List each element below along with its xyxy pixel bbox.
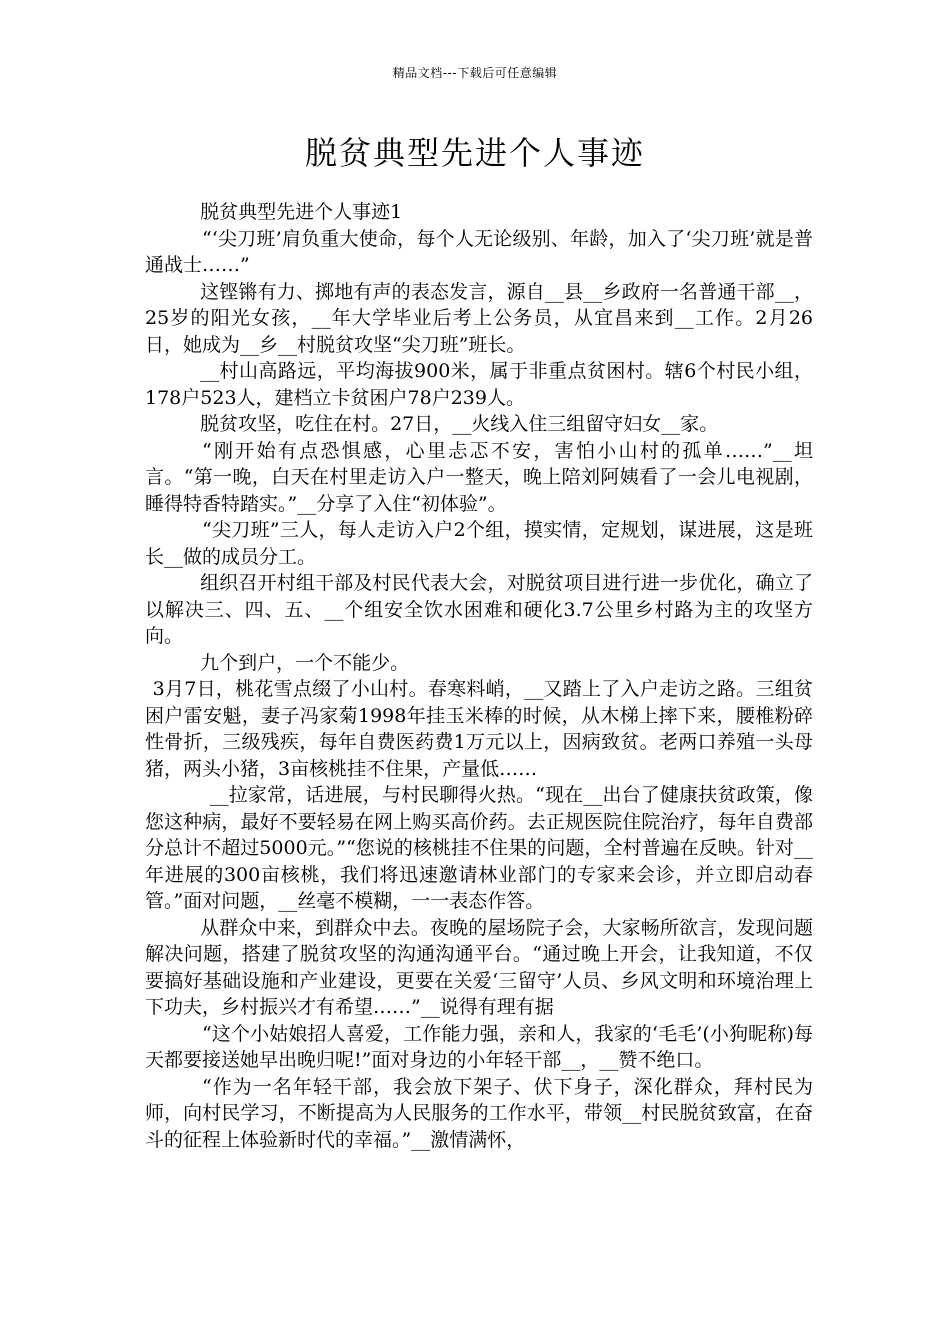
paragraph: __村山高路远，平均海拔900米，属于非重点贫困村。辖6个村民小组，178户523人，建档立卡贫困户78户239人。 (145, 360, 813, 409)
paragraph: 这铿锵有力、掷地有声的表态发言，源自__县__乡政府一名普通干部__，25岁的阳光女孩，__年大学毕业后考上公务员，从宜昌来到__工作。2月26日，她成为__乡__村脱贫攻坚“尖刀班”班长。 (145, 280, 813, 356)
paragraph: 脱贫攻坚，吃住在村。27日，__火线入住三组留守妇女__家。 (200, 413, 719, 435)
paragraph: “尖刀班”三人，每人走访入户2个组，摸实情，定规划，谋进展，这是班长__做的成员分工。 (145, 519, 813, 568)
paragraph: 九个到户，一个不能少。 (200, 651, 410, 674)
page-header: 精品文档---下载后可任意编辑 (392, 66, 558, 80)
paragraph: 从群众中来，到群众中去。夜晚的屋场院子会，大家畅所欲言，发现问题解决问题，搭建了脱贫攻坚的沟通沟通平台。“通过晚上开会，让我知道，不仅要搞好基础设施和产业建设，更要在关爱‘三留守’人员、乡风文明和环境治理上下功夫，乡村振兴才有希望……”__说得有理有据 (145, 916, 813, 1018)
document-body (145, 199, 813, 1153)
paragraph: “‘尖刀班’肩负重大使命，每个人无论级别、年龄，加入了‘尖刀班’就是普通战士……” (145, 227, 813, 276)
paragraph: “这个小姑娘招人喜爱，工作能力强，亲和人，我家的‘毛毛’(小狗昵称)每天都要接送她早出晚归呢!”面对身边的小年轻干部__，__赞不绝口。 (145, 1022, 813, 1071)
paragraph-subtitle: 脱贫典型先进个人事迹1 (200, 201, 403, 223)
paragraph: “刚开始有点恐惧感，心里忐忑不安，害怕小山村的孤单……”__坦言。“第一晚，白天在村里走访入户一整天，晚上陪刘阿姨看了一会儿电视剧，睡得特香特踏实。”__分享了入住“初体验”。 (145, 439, 813, 515)
paragraph: __拉家常，话进展，与村民聊得火热。“现在__出台了健康扶贫政策，像您这种病，最好不要轻易在网上购买高价药。去正规医院住院治疗，每年自费部分总计不超过5000元。”“您说的核桃挂不住果的问题，全村普遍在反映。针对__年进展的300亩核桃，我们将迅速邀请林业部门的专家来会诊，并立即启动春管。”面对问题，__丝毫不模糊，一一表态作答。 (145, 784, 813, 912)
paragraph: 组织召开村组干部及村民代表大会，对脱贫项目进行进一步优化，确立了以解决三、四、五、__个组安全饮水困难和硬化3.7公里乡村路为主的攻坚方向。 (145, 572, 813, 647)
document-title: 脱贫典型先进个人事迹 (304, 134, 645, 172)
paragraph: “作为一名年轻干部，我会放下架子、伏下身子，深化群众，拜村民为师，向村民学习，不断提高为人民服务的工作水平，带领__村民脱贫致富，在奋斗的征程上体验新时代的幸福。”__激情满怀， (145, 1075, 813, 1151)
paragraph: 3月7日，桃花雪点缀了小山村。春寒料峭，__又踏上了入户走访之路。三组贫困户雷安魁，妻子冯家菊1998年挂玉米棒的时候，从木梯上摔下来，腰椎粉碎性骨折，三级残疾，每年自费医药费1万元以上，因病致贫。老两口养殖一头母猪，两头小猪，3亩核桃挂不住果，产量低…… (145, 678, 813, 780)
